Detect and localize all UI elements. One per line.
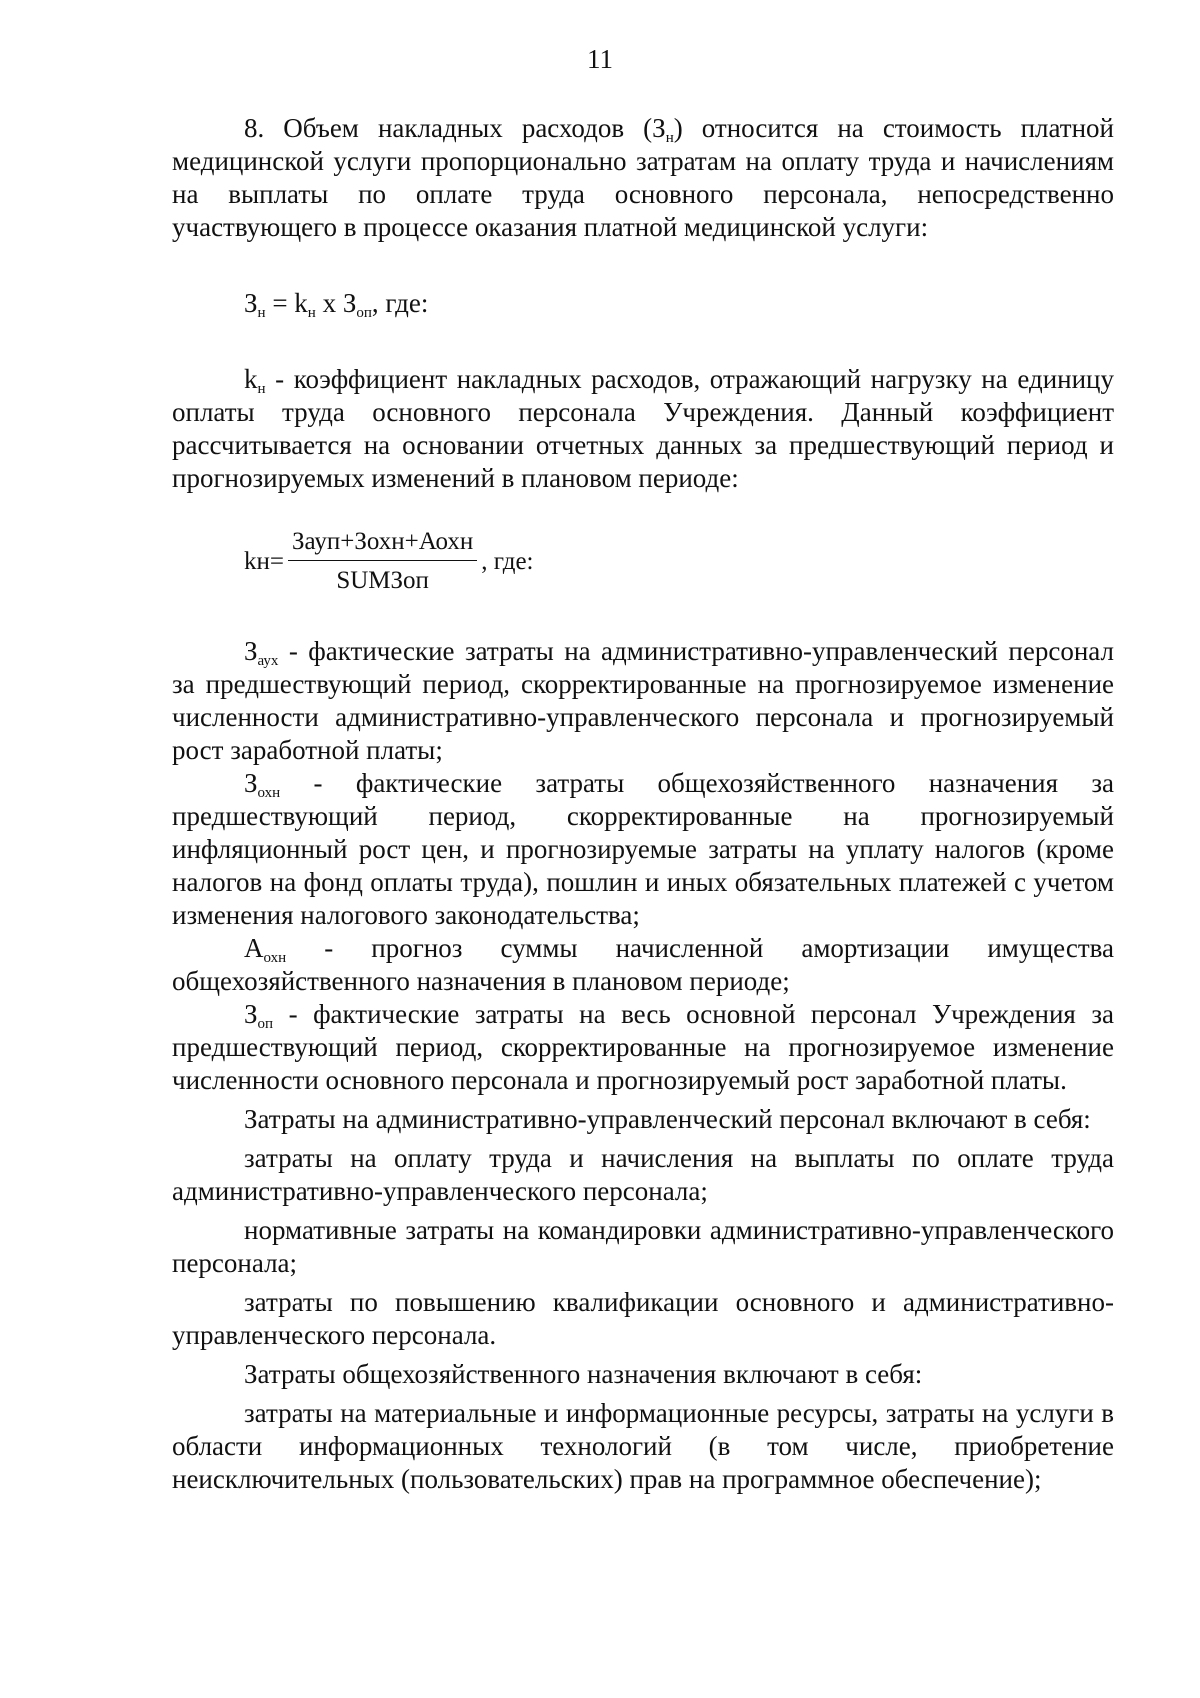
aup-costs-intro: Затраты на административно-управленческий персонал включают в себя: (244, 1104, 1091, 1134)
definition-zop: $З_{оп}$ - фактические затраты на весь основной персонал Учреждения за предшествующий период, скорректированные на прогнозируемое изменение численности основного персонала и прогнозируемый рост заработной платы. (172, 999, 1114, 1095)
definition-zaup: $З_{аух}$ - фактические затраты на административно-управленческий персонал за предшествующий период, скорректированные на прогнозируемое изменение численности административно-управленческого персонала и прогнозируемый рост заработной платы; (172, 636, 1114, 765)
formula-suffix: , где: (481, 547, 534, 575)
formula-overhead: $З_н = k_н$ x $З_{оп}$, где: (244, 288, 429, 321)
ohn-costs-intro: Затраты общехозяйственного назначения включают в себя: (244, 1359, 923, 1389)
ohn-costs-item-1: затраты на материальные и информационные ресурсы, затраты на услуги в области информационных технологий (в том числе, приобретение неисключительных (пользовательских) прав на программное обеспечение); (172, 1398, 1114, 1494)
definition-zohn: $З_{охн}$ - фактические затраты общехозяйственного назначения за предшествующий период, скорректированные на прогнозируемый инфляционный рост цен, и прогнозируемые затраты на уплату налогов (кроме налогов на фонд оплаты труда), пошлин и иных обязательных платежей с учетом изменения налогового законодательства; (172, 768, 1114, 930)
page-number: 11 (587, 44, 613, 74)
aup-costs-item-2: нормативные затраты на командировки административно-управленческого персонала; (172, 1215, 1114, 1278)
definition-aohn: $А_{охн}$ - прогноз суммы начисленной амортизации имущества общехозяйственного назначения в плановом периоде; (172, 933, 1114, 996)
formula-lhs: kн= (244, 547, 284, 575)
body-text (172, 112, 1114, 1496)
paragraph-overhead-intro: 8. Объем накладных расходов $(З_н)$ относится на стоимость платной медицинской услуги пропорционально затратам на оплату труда и начислениям на выплаты по оплате труда основного персонала, непосредственно участвующего в процессе оказания платной медицинской услуги: (172, 113, 1114, 242)
formula-numerator: Зауп+Зохн+Аохн (288, 525, 477, 561)
formula-denominator: SUMЗоп (336, 567, 429, 594)
formula-coefficient (244, 525, 1114, 597)
aup-costs-item-1: затраты на оплату труда и начисления на выплаты по оплате труда административно-управленческого персонала; (172, 1143, 1114, 1206)
definition-kn: $k_н$ - коэффициент накладных расходов, отражающий нагрузку на единицу оплаты труда основного персонала Учреждения. Данный коэффициент рассчитывается на основании отчетных данных за предшествующий период и прогнозируемых изменений в плановом периоде: (172, 364, 1114, 493)
aup-costs-item-3: затраты по повышению квалификации основного и административно-управленческого персонала. (172, 1287, 1114, 1350)
formula-fraction (288, 525, 477, 597)
